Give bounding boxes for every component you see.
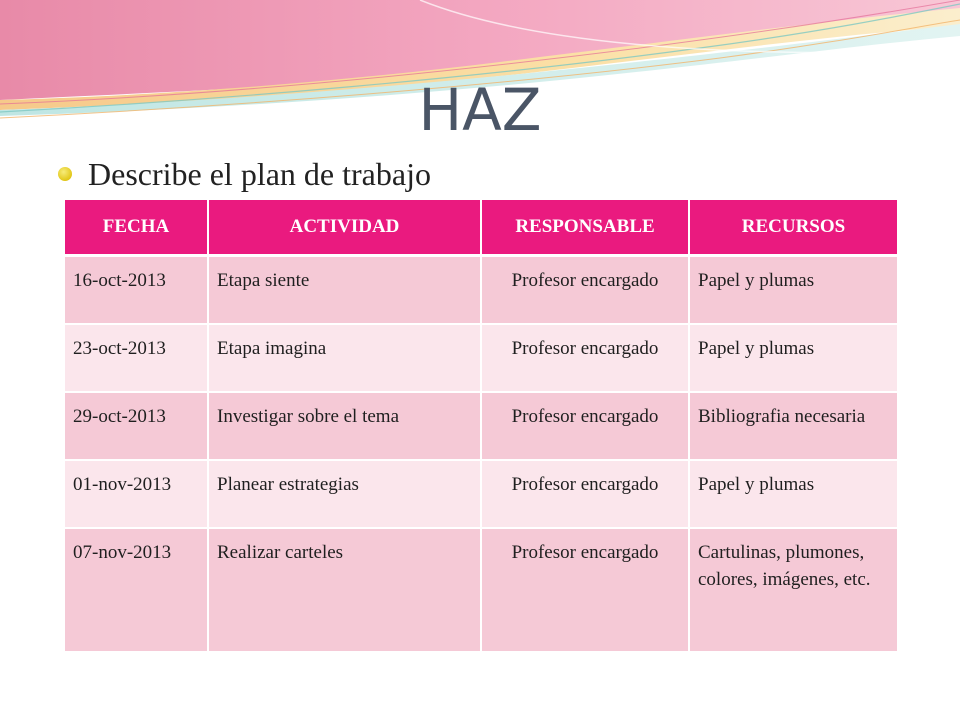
table-row — [65, 324, 897, 392]
cell-recursos: Bibliografia necesaria — [689, 392, 897, 460]
header-recursos: RECURSOS — [689, 200, 897, 256]
cell-responsable: Profesor encargado — [481, 460, 689, 528]
cell-actividad: Investigar sobre el tema — [208, 392, 481, 460]
cell-actividad: Realizar carteles — [208, 528, 481, 652]
header-actividad: ACTIVIDAD — [208, 200, 481, 256]
bullet-dot-icon — [58, 167, 72, 181]
table-row — [65, 392, 897, 460]
cell-recursos: Cartulinas, plumones, colores, imágenes, etc. — [689, 528, 897, 652]
cell-recursos: Papel y plumas — [689, 256, 897, 324]
cell-fecha: 23-oct-2013 — [65, 324, 208, 392]
table-row — [65, 256, 897, 324]
table-row — [65, 528, 897, 652]
bullet-text: Describe el plan de trabajo — [88, 155, 431, 192]
header-fecha: FECHA — [65, 200, 208, 256]
work-plan-table — [65, 200, 897, 653]
cell-fecha: 29-oct-2013 — [65, 392, 208, 460]
table-row — [65, 460, 897, 528]
cell-fecha: 07-nov-2013 — [65, 528, 208, 652]
cell-recursos: Papel y plumas — [689, 460, 897, 528]
slide-title: HAZ — [418, 76, 542, 144]
table-header-row — [65, 200, 897, 256]
cell-fecha: 16-oct-2013 — [65, 256, 208, 324]
cell-actividad: Planear estrategias — [208, 460, 481, 528]
cell-responsable: Profesor encargado — [481, 528, 689, 652]
cell-actividad: Etapa imagina — [208, 324, 481, 392]
cell-responsable: Profesor encargado — [481, 324, 689, 392]
header-responsable: RESPONSABLE — [481, 200, 689, 256]
cell-responsable: Profesor encargado — [481, 392, 689, 460]
bullet-item — [58, 152, 431, 196]
cell-recursos: Papel y plumas — [689, 324, 897, 392]
cell-actividad: Etapa siente — [208, 256, 481, 324]
cell-responsable: Profesor encargado — [481, 256, 689, 324]
cell-fecha: 01-nov-2013 — [65, 460, 208, 528]
